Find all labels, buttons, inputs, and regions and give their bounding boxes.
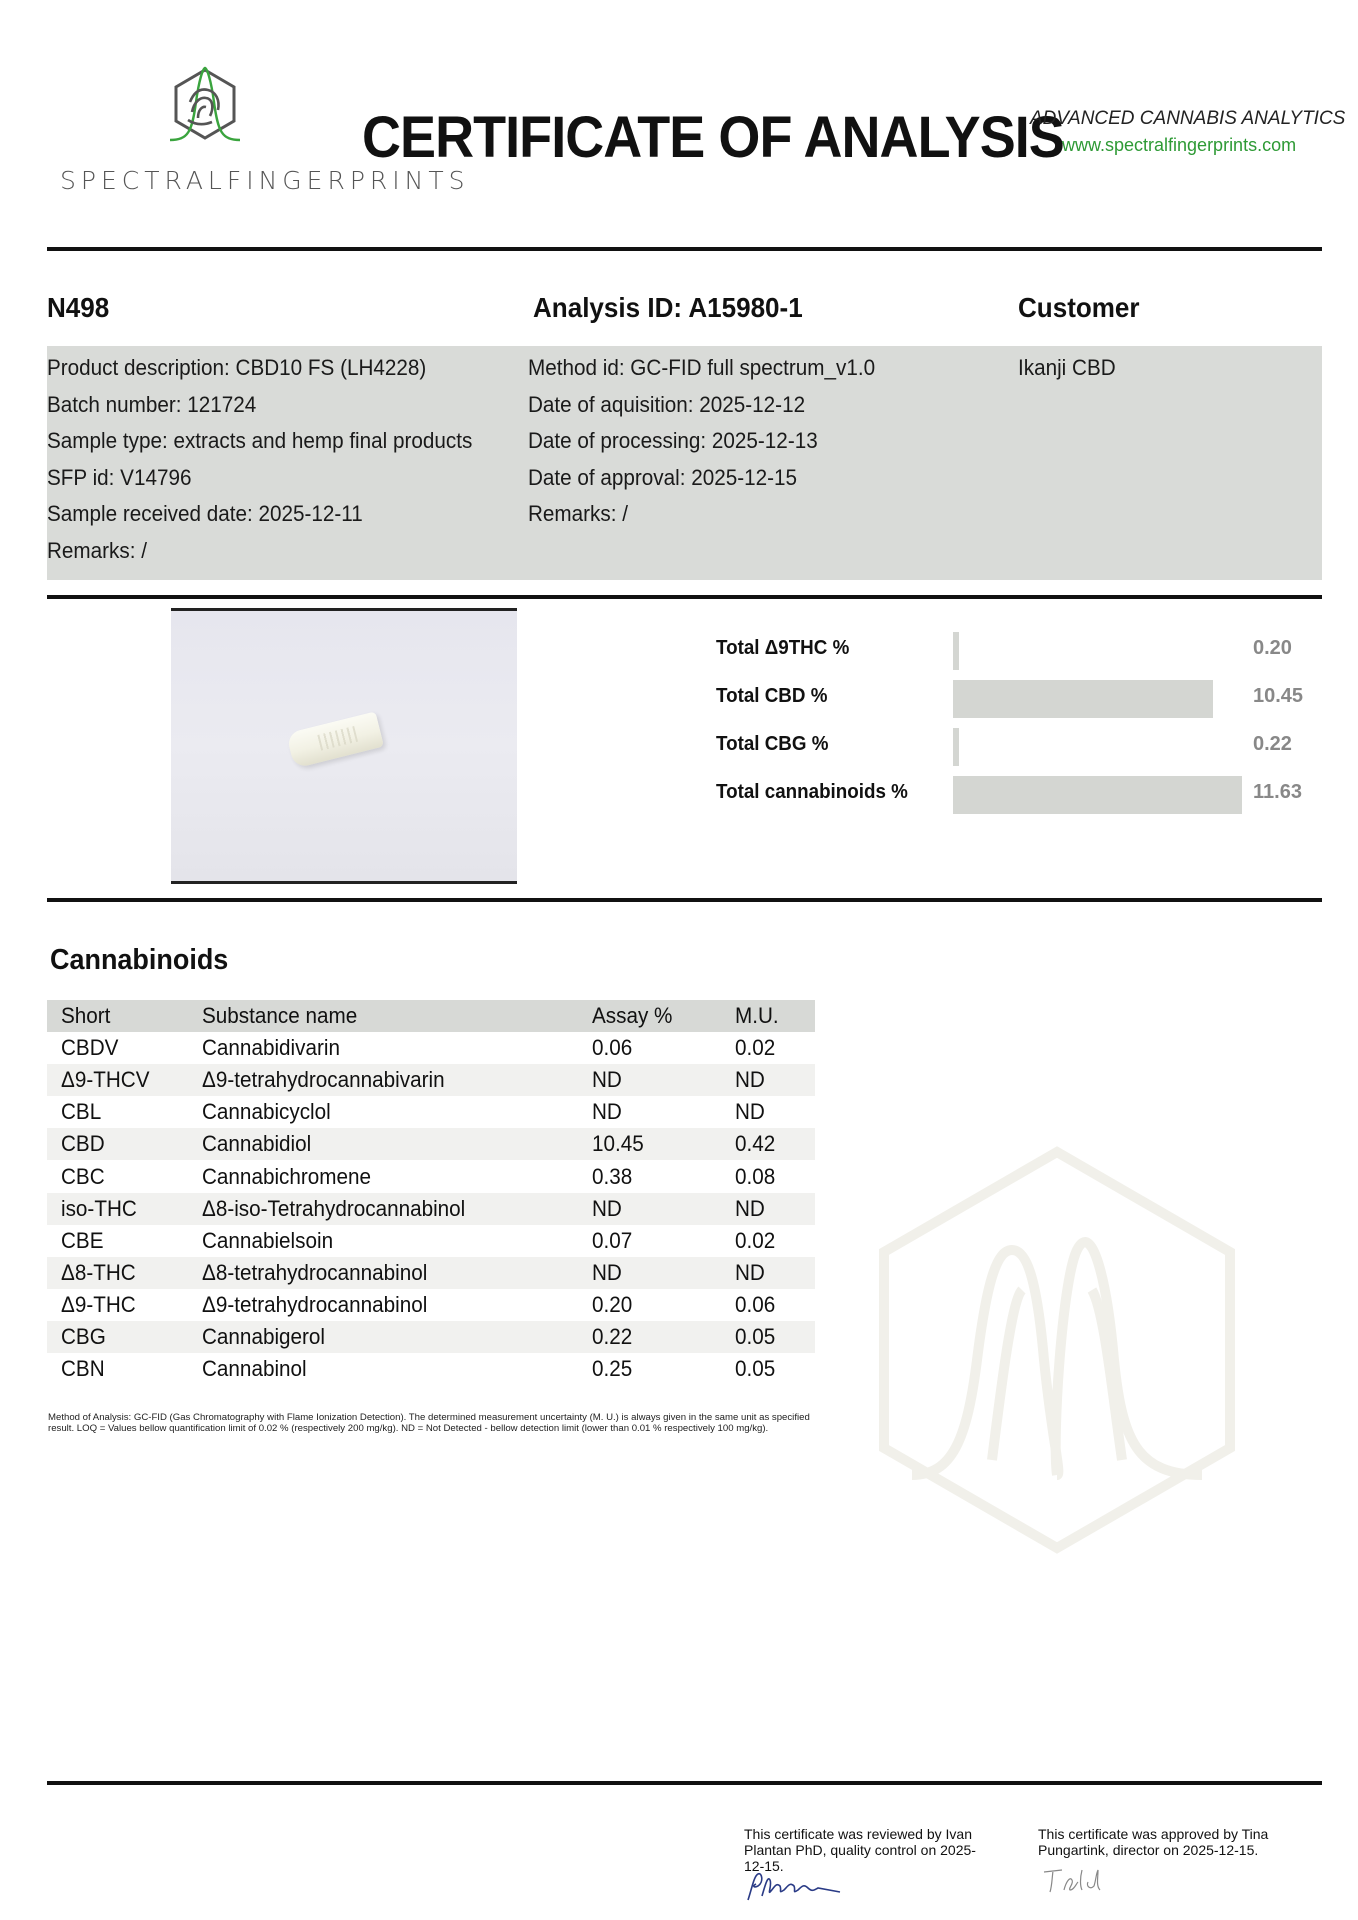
cannabinoids-heading: Cannabinoids bbox=[50, 944, 229, 976]
total-cbd-value: 10.45 bbox=[1253, 685, 1304, 707]
column-header-assay: Assay % bbox=[592, 1003, 673, 1029]
short-cell: CBDV bbox=[61, 1035, 119, 1061]
total-d9thc-label: Total Δ9THC % bbox=[716, 637, 850, 659]
short-cell: CBG bbox=[61, 1323, 106, 1349]
assay-cell: ND bbox=[592, 1259, 622, 1285]
table-row bbox=[47, 1321, 815, 1353]
reviewer-signature bbox=[744, 1868, 844, 1904]
analysis-details bbox=[528, 350, 897, 533]
cannabinoids-table bbox=[47, 1000, 815, 1385]
column-header-short: Short bbox=[61, 1003, 111, 1029]
customer-details bbox=[1018, 350, 1122, 387]
method-footnote: Method of Analysis: GC-FID (Gas Chromatography with Flame Ionization Detection). The determined measurement uncertainty (M. U.) is always given in the same unit as specified result. LOQ = Values bellow quantification limit of 0.02 % (respectively 200 mg/kg). ND = Not Detected - bellow detection limit (lower than 0.01 % respectively 100 mg/kg). bbox=[48, 1412, 810, 1434]
table-row bbox=[47, 1160, 815, 1192]
total-cbd-bar bbox=[953, 680, 1213, 718]
assay-cell: 0.22 bbox=[592, 1323, 633, 1349]
mu-cell: 0.08 bbox=[735, 1163, 776, 1189]
total-d9thc-bar bbox=[953, 632, 959, 670]
customer-name: Ikanji CBD bbox=[1018, 355, 1116, 380]
sfp-id: SFP id: V14796 bbox=[47, 464, 192, 490]
reviewer-statement: This certificate was reviewed by Ivan Plantan PhD, quality control on 2025-12-15. bbox=[744, 1826, 976, 1874]
approver-statement: This certificate was approved by Tina Pungartink, director on 2025-12-15. bbox=[1038, 1826, 1269, 1858]
assay-cell: 0.25 bbox=[592, 1356, 633, 1382]
substance-cell: Cannabielsoin bbox=[202, 1227, 334, 1253]
mu-cell: 0.06 bbox=[735, 1291, 776, 1317]
table-row bbox=[47, 1257, 815, 1289]
substance-cell: Δ8-tetrahydrocannabinol bbox=[202, 1259, 428, 1285]
analysis-id: Analysis ID: A15980-1 bbox=[533, 292, 803, 323]
assay-cell: 0.07 bbox=[592, 1227, 633, 1253]
short-cell: CBN bbox=[61, 1356, 105, 1382]
total-cannabinoids-label: Total cannabinoids % bbox=[716, 781, 908, 803]
table-row bbox=[47, 1225, 815, 1257]
mu-cell: 0.02 bbox=[735, 1227, 776, 1253]
spectral-fingerprint-logo-icon bbox=[168, 62, 242, 162]
substance-cell: Cannabidivarin bbox=[202, 1035, 340, 1061]
info-divider bbox=[47, 595, 1322, 599]
mu-cell: 0.05 bbox=[735, 1356, 776, 1382]
assay-cell: 0.38 bbox=[592, 1163, 633, 1189]
column-header-mu: M.U. bbox=[735, 1003, 779, 1029]
assay-cell: ND bbox=[592, 1067, 622, 1093]
table-row bbox=[47, 1096, 815, 1128]
mu-cell: 0.05 bbox=[735, 1323, 776, 1349]
short-cell: Δ9-THCV bbox=[61, 1067, 150, 1093]
totals-divider bbox=[47, 898, 1322, 902]
company-website-link[interactable]: www.spectralfingerprints.com bbox=[1062, 135, 1297, 155]
sample-type: Sample type: extracts and hemp final products bbox=[47, 428, 473, 453]
substance-cell: Cannabichromene bbox=[202, 1163, 371, 1189]
substance-cell: Cannabidiol bbox=[202, 1131, 312, 1157]
substance-cell: Cannabinol bbox=[202, 1356, 307, 1382]
product-remarks: Remarks: / bbox=[47, 537, 147, 563]
substance-cell: Δ8-iso-Tetrahydrocannabinol bbox=[202, 1195, 466, 1221]
short-cell: Δ8-THC bbox=[61, 1259, 136, 1285]
total-cannabinoids-value: 11.63 bbox=[1253, 781, 1302, 803]
total-cbg-bar bbox=[953, 728, 959, 766]
table-row bbox=[47, 1128, 815, 1160]
total-d9thc-value: 0.20 bbox=[1253, 637, 1292, 659]
sample-code: N498 bbox=[47, 292, 110, 323]
assay-cell: 0.06 bbox=[592, 1035, 633, 1061]
mu-cell: 0.02 bbox=[735, 1035, 776, 1061]
table-row bbox=[47, 1289, 815, 1321]
substance-cell: Δ9-tetrahydrocannabivarin bbox=[202, 1067, 445, 1093]
company-tagline: ADVANCED CANNABIS ANALYTICS bbox=[1030, 108, 1346, 129]
document-title: CERTIFICATE OF ANALYSIS bbox=[362, 105, 1064, 170]
substance-cell: Cannabicyclol bbox=[202, 1099, 331, 1125]
product-details bbox=[47, 350, 499, 569]
substance-cell: Δ9-tetrahydrocannabinol bbox=[202, 1291, 428, 1317]
date-of-acquisition: Date of aquisition: 2025-12-12 bbox=[528, 391, 806, 417]
analysis-remarks: Remarks: / bbox=[528, 501, 628, 526]
method-id: Method id: GC-FID full spectrum_v1.0 bbox=[528, 355, 876, 380]
total-cbd-label: Total CBD % bbox=[716, 685, 828, 707]
short-cell: CBC bbox=[61, 1163, 105, 1189]
total-cbg-value: 0.22 bbox=[1253, 733, 1292, 755]
short-cell: iso-THC bbox=[61, 1195, 137, 1221]
substance-cell: Cannabigerol bbox=[202, 1323, 326, 1349]
table-row bbox=[47, 1064, 815, 1096]
table-header-row bbox=[47, 1000, 815, 1032]
watermark-logo-icon bbox=[872, 1140, 1242, 1560]
date-of-processing: Date of processing: 2025-12-13 bbox=[528, 428, 818, 453]
logo-wordmark: SPECTRALFINGERPRINTS bbox=[60, 166, 470, 195]
mu-cell: ND bbox=[735, 1099, 765, 1125]
assay-cell: ND bbox=[592, 1099, 622, 1125]
mu-cell: ND bbox=[735, 1195, 765, 1221]
assay-cell: 0.20 bbox=[592, 1291, 633, 1317]
short-cell: CBE bbox=[61, 1227, 104, 1253]
mu-cell: 0.42 bbox=[735, 1131, 776, 1157]
table-row bbox=[47, 1193, 815, 1225]
assay-cell: 10.45 bbox=[592, 1131, 644, 1157]
sample-received-date: Sample received date: 2025-12-11 bbox=[47, 501, 363, 526]
total-cbg-label: Total CBG % bbox=[716, 733, 829, 755]
short-cell: CBD bbox=[61, 1131, 105, 1157]
approver-signature bbox=[1040, 1864, 1110, 1896]
assay-cell: ND bbox=[592, 1195, 622, 1221]
total-cannabinoids-bar bbox=[953, 776, 1242, 814]
short-cell: CBL bbox=[61, 1099, 102, 1125]
company-logo bbox=[60, 62, 470, 202]
footer-divider bbox=[47, 1781, 1322, 1785]
header-divider bbox=[47, 247, 1322, 251]
short-cell: Δ9-THC bbox=[61, 1291, 136, 1317]
column-header-substance: Substance name bbox=[202, 1003, 358, 1029]
table-row bbox=[47, 1353, 815, 1385]
mu-cell: ND bbox=[735, 1067, 765, 1093]
mu-cell: ND bbox=[735, 1259, 765, 1285]
table-row bbox=[47, 1032, 815, 1064]
batch-number: Batch number: 121724 bbox=[47, 391, 257, 417]
product-description: Product description: CBD10 FS (LH4228) bbox=[47, 355, 427, 380]
date-of-approval: Date of approval: 2025-12-15 bbox=[528, 464, 798, 490]
customer-heading: Customer bbox=[1018, 292, 1140, 323]
